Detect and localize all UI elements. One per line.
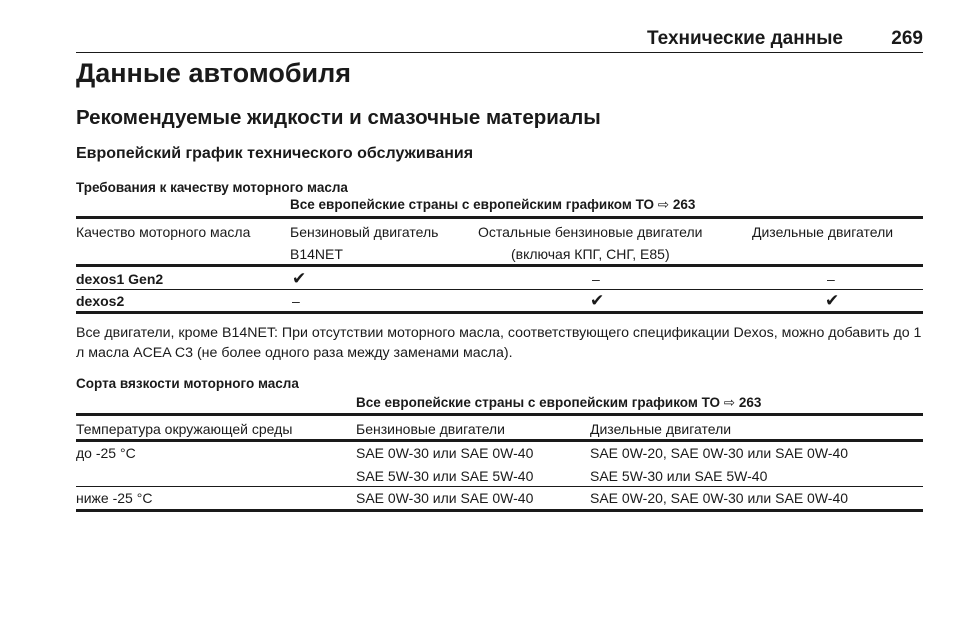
- viscosity-caption: Сорта вязкости моторного масла: [76, 376, 299, 391]
- table-divider: [76, 413, 923, 416]
- column-header-ambient-temperature: Температура окружающей среды: [76, 421, 293, 437]
- page-reference-arrow-icon: ⇨: [657, 197, 670, 212]
- column-header-b14net: B14NET: [290, 246, 343, 262]
- subsection-title: Европейский график технического обслуживания: [76, 145, 474, 162]
- table-cell-temperature: ниже -25 °C: [76, 490, 153, 506]
- column-header-diesel-engines: Дизельные двигатели: [590, 421, 732, 437]
- row-label-dexos2: dexos2: [76, 293, 125, 309]
- table-cell-petrol-grade: SAE 0W-30 или SAE 0W-40: [356, 445, 534, 461]
- row-label-dexos1-gen2: dexos1 Gen2: [76, 271, 164, 287]
- column-header-other-petrol: Остальные бензиновые двигатели: [478, 224, 703, 240]
- dash-not-applicable: –: [292, 293, 300, 309]
- table-divider: [76, 216, 923, 219]
- running-title: Технические данные: [646, 28, 843, 49]
- oil-quality-caption: Требования к качеству моторного масла: [76, 180, 348, 195]
- table-divider: [76, 439, 923, 442]
- header-divider: [76, 52, 923, 53]
- oil-quality-header-span: [290, 197, 695, 213]
- viscosity-header-span: [356, 395, 761, 411]
- page-reference-link[interactable]: 263: [738, 395, 762, 410]
- column-header-petrol-engine: Бензиновый двигатель: [290, 224, 439, 240]
- table-cell-petrol-grade: SAE 0W-30 или SAE 0W-40: [356, 490, 534, 506]
- dash-not-applicable: –: [827, 271, 835, 287]
- checkmark-icon: ✔: [590, 291, 605, 310]
- table-cell-temperature: до -25 °C: [76, 445, 136, 461]
- table-cell-petrol-grade: SAE 5W-30 или SAE 5W-40: [356, 468, 534, 484]
- column-header-other-petrol-note: (включая КПГ, СНГ, E85): [511, 246, 670, 262]
- running-head: [76, 28, 923, 52]
- table-row-divider: [76, 486, 923, 487]
- column-header-oil-quality: Качество моторного масла: [76, 224, 251, 240]
- section-title: Рекомендуемые жидкости и смазочные материалы: [76, 106, 601, 129]
- header-span-text: Все европейские страны с европейским графиком ТО: [290, 197, 655, 212]
- header-span-text: Все европейские страны с европейским графиком ТО: [356, 395, 721, 410]
- column-header-diesel: Дизельные двигатели: [752, 224, 894, 240]
- page-title: Данные автомобиля: [76, 58, 351, 88]
- table-divider: [76, 264, 923, 267]
- page-number: 269: [891, 28, 923, 49]
- table-divider: [76, 509, 923, 512]
- table-cell-diesel-grade: SAE 0W-20, SAE 0W-30 или SAE 0W-40: [590, 490, 849, 506]
- page-reference-arrow-icon: ⇨: [723, 395, 736, 410]
- table-row-divider: [76, 289, 923, 290]
- oil-note-text: Все двигатели, кроме B14NET: При отсутствии моторного масла, соответствующего спецификации Dexos, можно добавить до 1 л масла ACEA C3 (не более одного раза между заменами масла).: [76, 325, 922, 361]
- checkmark-icon: ✔: [292, 269, 307, 288]
- table-cell-diesel-grade: SAE 5W-30 или SAE 5W-40: [590, 468, 768, 484]
- checkmark-icon: ✔: [825, 291, 840, 310]
- dash-not-applicable: –: [592, 271, 600, 287]
- page-reference-link[interactable]: 263: [672, 197, 696, 212]
- table-cell-diesel-grade: SAE 0W-20, SAE 0W-30 или SAE 0W-40: [590, 445, 849, 461]
- table-divider: [76, 311, 923, 314]
- column-header-petrol-engines: Бензиновые двигатели: [356, 421, 505, 437]
